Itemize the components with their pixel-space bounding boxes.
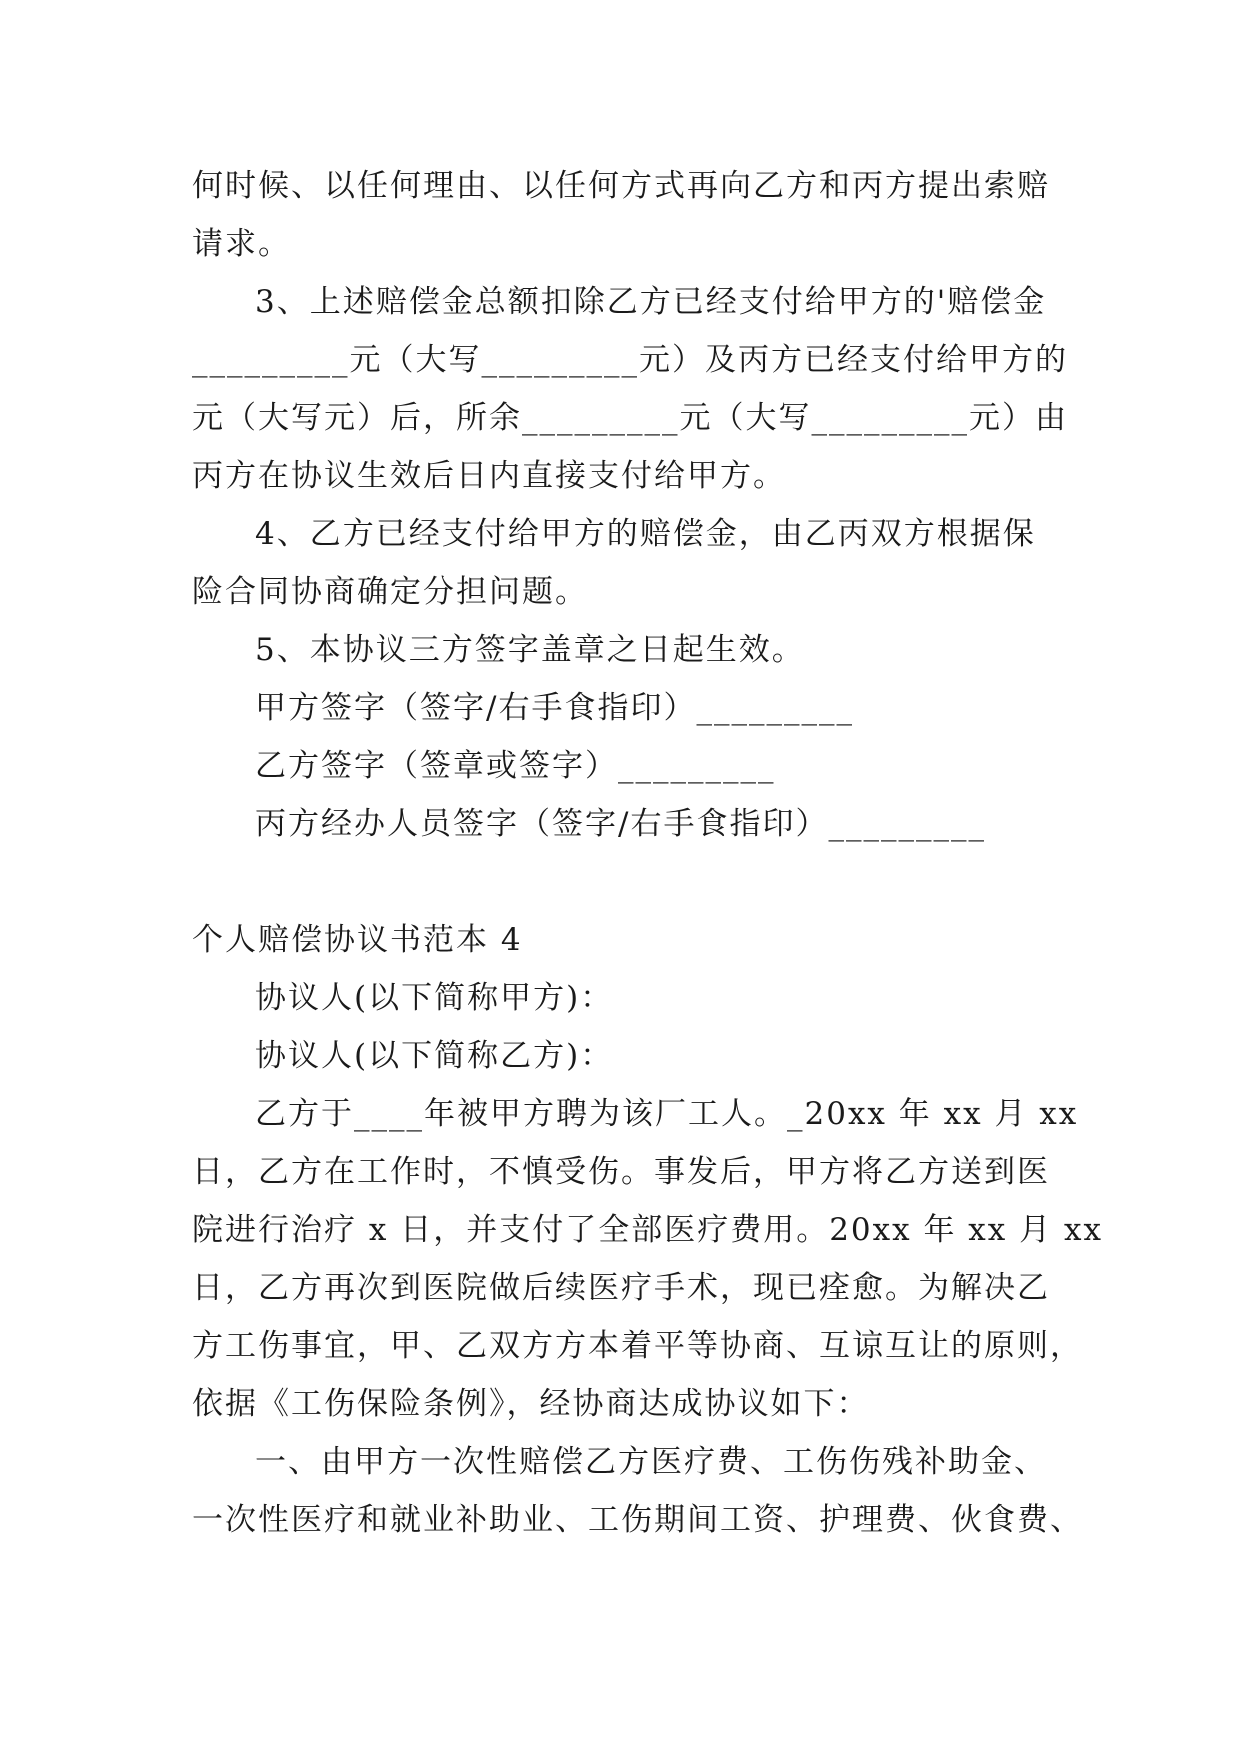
text-line: 日，乙方在工作时，不慎受伤。事发后，甲方将乙方送到医 [192, 1154, 1050, 1190]
text-line: 乙方于____年被甲方聘为该厂工人。_20xx 年 xx 月 xx [255, 1096, 1079, 1132]
text-line: 一次性医疗和就业补助业、工伤期间工资、护理费、伙食费、 [192, 1502, 1083, 1538]
text-line: _________元（大写_________元）及丙方已经支付给甲方的 [192, 342, 1068, 378]
clause-3: 3、上述赔偿金总额扣除乙方已经支付给甲方的'赔偿金 [255, 284, 1047, 320]
text-line: 院进行治疗 x 日，并支付了全部医疗费用。20xx 年 xx 月 xx [192, 1212, 1103, 1248]
text-line: 险合同协商确定分担问题。 [192, 574, 588, 610]
party-b-line: 协议人(以下简称乙方)： [255, 1038, 614, 1074]
text-line: 日，乙方再次到医院做后续医疗手术，现已痊愈。为解决乙 [192, 1270, 1050, 1306]
section-title: 个人赔偿协议书范本 4 [192, 922, 523, 958]
text-line: 何时候、以任何理由、以任何方式再向乙方和丙方提出索赔 [192, 168, 1050, 204]
text-line: 丙方在协议生效后日内直接支付给甲方。 [192, 458, 786, 494]
signature-party-c: 丙方经办人员签字（签字/右手食指印）_________ [255, 806, 986, 842]
clause-4: 4、乙方已经支付给甲方的赔偿金，由乙丙双方根据保 [255, 516, 1036, 552]
text-line: 方工伤事宜，甲、乙双方方本着平等协商、互谅互让的原则， [192, 1328, 1083, 1364]
clause-5: 5、本协议三方签字盖章之日起生效。 [255, 632, 805, 668]
party-a-line: 协议人(以下简称甲方)： [255, 980, 614, 1016]
signature-party-a: 甲方签字（签字/右手食指印）_________ [255, 690, 854, 726]
text-line: 依据《工伤保险条例》，经协商达成协议如下： [192, 1386, 870, 1422]
text-line: 元（大写元）后，所余_________元（大写_________元）由 [192, 400, 1068, 436]
text-line: 请求。 [192, 226, 291, 262]
article-1: 一、由甲方一次性赔偿乙方医疗费、工伤伤残补助金、 [255, 1444, 1047, 1480]
signature-party-b: 乙方签字（签章或签字）_________ [255, 748, 776, 784]
